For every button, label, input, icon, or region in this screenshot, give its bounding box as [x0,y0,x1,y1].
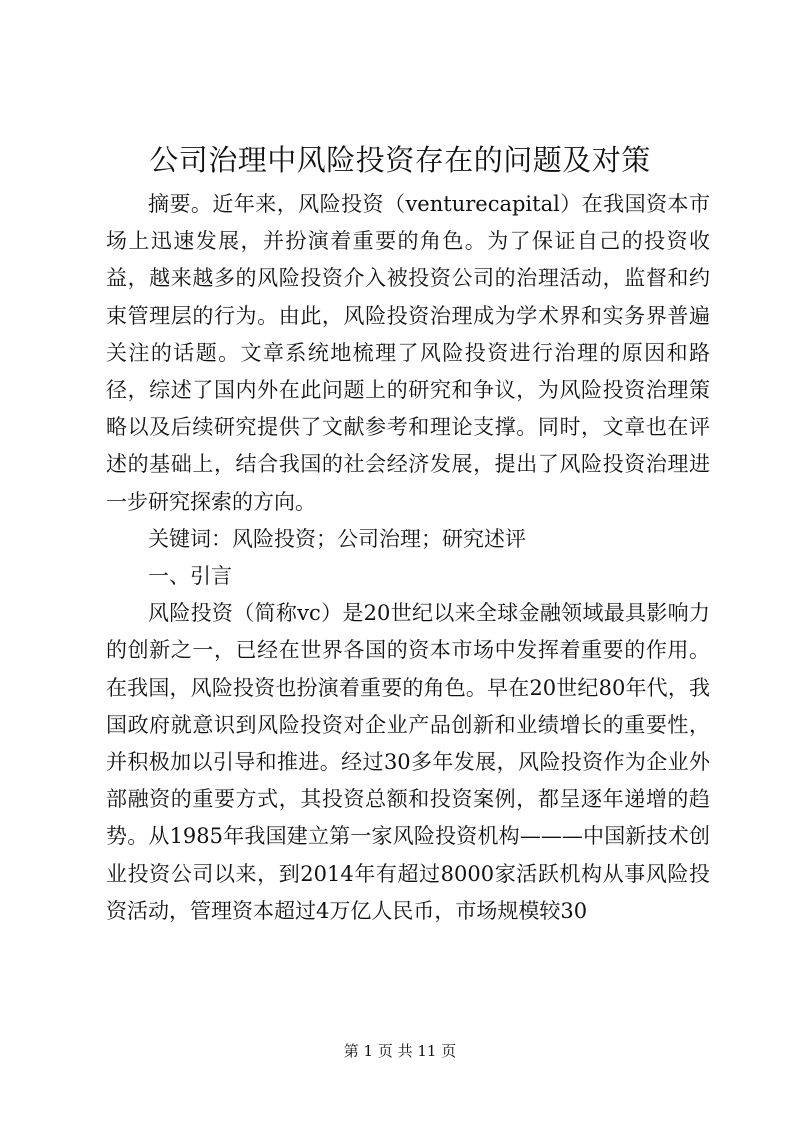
page-number-footer: 第 1 页 共 11 页 [343,1042,457,1060]
keywords-paragraph: 关键词：风险投资；公司治理；研究述评 [148,526,526,551]
abstract-paragraph: 摘要。近年来，风险投资（venturecapital）在我国资本市场上迅速发展，并扮演着重要的角色。为了保证自己的投资收益，越来越多的风险投资介入被投资公司的治理活动，监督和约束管理层的行为。由此，风险投资治理成为学术界和实务界普遍关注的话题。文章系统地梳理了风险投资进行治理的原因和路径，综述了国内外在此问题上的研究和争议，为风险投资治理策略以及后续研究提供了文献参考和理论支撑。同时，文章也在评述的基础上，结合我国的社会经济发展，提出了风险投资治理进一步研究探索的方向。 [106,192,710,514]
document-title: 公司治理中风险投资存在的问题及对策 [149,143,651,177]
section-heading-introduction: 一、引言 [148,564,232,589]
introduction-paragraph: 风险投资（简称vc）是20世纪以来全球金融领域最具影响力的创新之一，已经在世界各国的资本市场中发挥着重要的作用。在我国，风险投资也扮演着重要的角色。早在20世纪80年代，我国政府就意识到风险投资对企业产品创新和业绩增长的重要性，并积极加以引导和推进。经过30多年发展，风险投资作为企业外部融资的重要方式，其投资总额和投资案例，都呈逐年递增的趋势。从1985年我国建立第一家风险投资机构———中国新技术创业投资公司以来，到2014年有超过8000家活跃机构从事风险投资活动，管理资本超过4万亿人民币，市场规模较30 [106,601,710,923]
document-body [106,186,710,930]
